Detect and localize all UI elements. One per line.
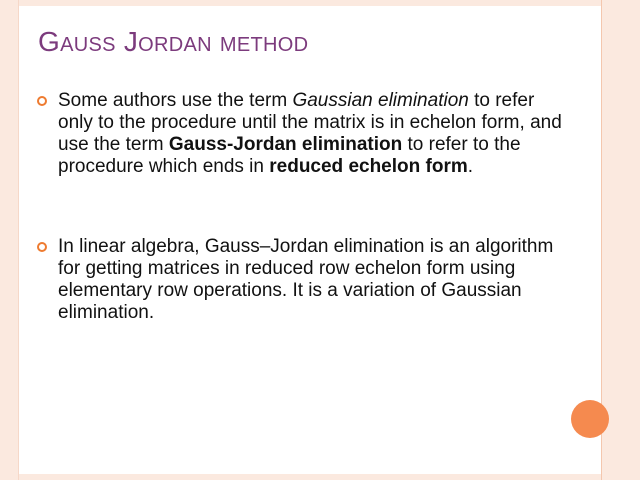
bullet-list bbox=[34, 90, 564, 324]
slide-border-left-line bbox=[18, 0, 19, 480]
bullet-text-bold: reduced echelon form bbox=[269, 156, 468, 177]
bullet-item-2 bbox=[34, 236, 564, 324]
bullet-text bbox=[58, 90, 564, 178]
slide-border-right bbox=[602, 0, 640, 480]
bullet-text-segment: to refer to the procedure which ends in bbox=[58, 134, 521, 177]
bullet-text-segment: to refer only to the procedure until the matrix is in echelon form, and use the term bbox=[58, 90, 562, 155]
bullet-text-italic: Gaussian elimination bbox=[292, 90, 469, 111]
hollow-circle-bullet-icon bbox=[37, 96, 47, 106]
bullet-text-segment: Some authors use the term bbox=[58, 90, 293, 111]
slide-border-left bbox=[0, 0, 18, 480]
bullet-item-1 bbox=[34, 90, 564, 178]
slide-border-bottom bbox=[0, 474, 640, 480]
slide-title: Gauss Jordan method bbox=[38, 26, 309, 57]
bullet-text-segment: . bbox=[467, 156, 474, 177]
bullet-text-bold: Gauss-Jordan elimination bbox=[168, 134, 403, 155]
hollow-circle-bullet-icon bbox=[37, 242, 47, 252]
orange-circle-icon bbox=[571, 400, 609, 438]
bullet-text bbox=[58, 236, 564, 324]
slide-border-top bbox=[0, 0, 640, 6]
bullet-text-segment: In linear algebra, Gauss–Jordan elimination is an algorithm for getting matrices in reduced row echelon form using elementary row operations. It is a variation of Gaussian elimination. bbox=[58, 236, 554, 323]
